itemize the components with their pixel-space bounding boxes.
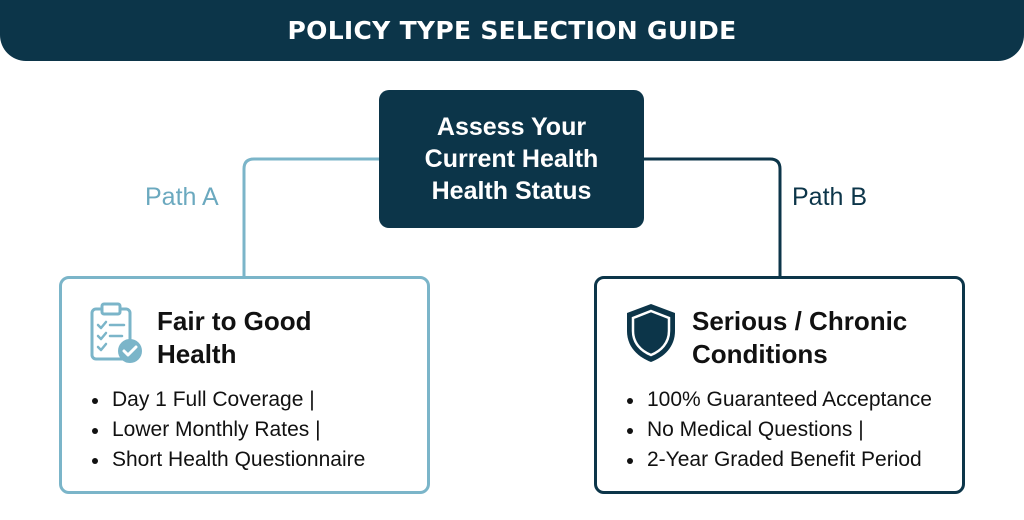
card-serious-chronic-conditions xyxy=(594,276,965,494)
card-title: Fair to Good Health xyxy=(157,306,312,369)
path-b-connector xyxy=(644,159,780,277)
shield-icon xyxy=(623,301,679,365)
clipboard-check-icon xyxy=(88,301,144,365)
page-title: POLICY TYPE SELECTION GUIDE xyxy=(287,16,737,45)
benefit-list xyxy=(625,385,932,475)
card-fair-to-good-health xyxy=(59,276,430,494)
list-item: 100% Guaranteed Acceptance xyxy=(625,385,932,415)
root-node xyxy=(379,90,644,228)
list-item: Day 1 Full Coverage | xyxy=(90,385,365,415)
list-item: Short Health Questionnaire xyxy=(90,445,365,475)
benefit-list xyxy=(90,385,365,475)
root-node-label: Assess Your Current Health Health Status xyxy=(424,113,599,205)
path-a-connector xyxy=(244,159,379,277)
list-item: 2-Year Graded Benefit Period xyxy=(625,445,932,475)
path-a-label: Path A xyxy=(145,183,219,211)
list-item: Lower Monthly Rates | xyxy=(90,415,365,445)
list-item: No Medical Questions | xyxy=(625,415,932,445)
path-b-label: Path B xyxy=(792,183,868,211)
card-title: Serious / Chronic Conditions xyxy=(692,306,908,369)
